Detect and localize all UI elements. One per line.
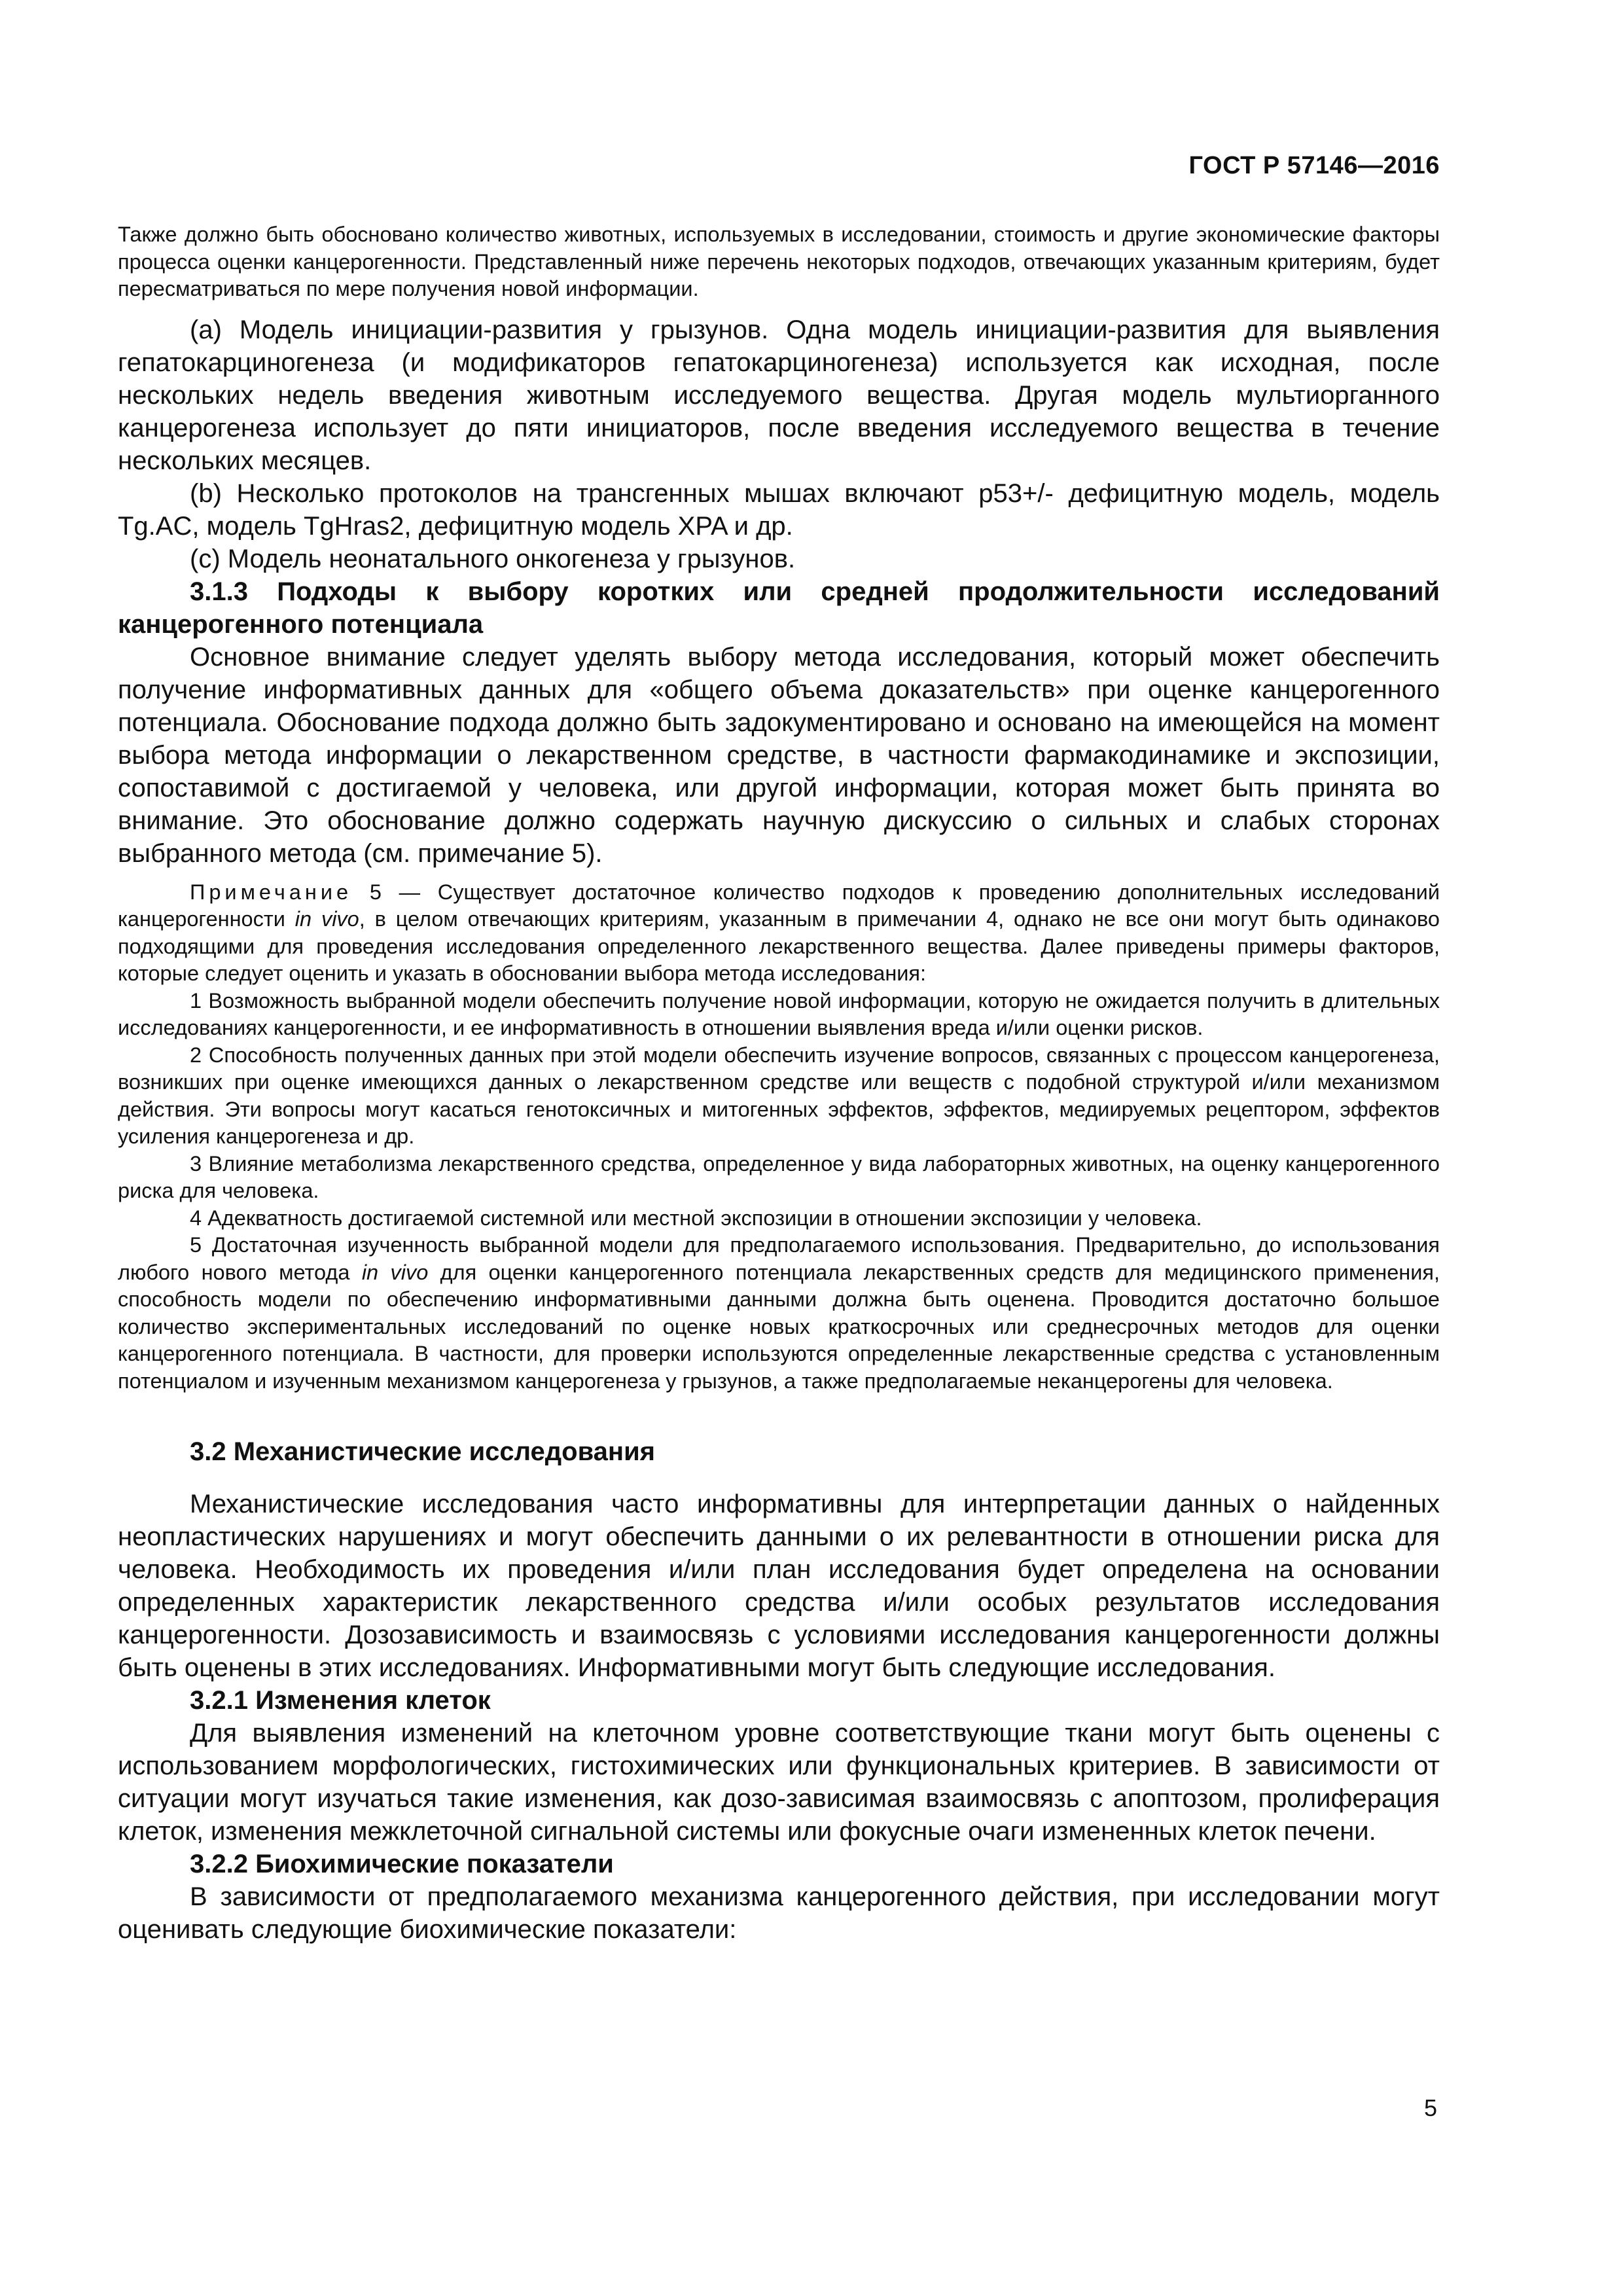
section-322-heading: 3.2.2 Биохимические показатели — [190, 1850, 614, 1878]
note-5-item-5 — [118, 1232, 1440, 1395]
note-5-item-1: 1 Возможность выбранной модели обеспечить получение новой информации, которую не ожидается получить в длительных исследованиях канцерогенности, и ее информативность в отношении выявления вреда и/или оценки рисков. — [118, 988, 1440, 1039]
model-c-paragraph: (c) Модель неонатального онкогенеза у грызунов. — [190, 544, 796, 573]
section-322-text: В зависимости от предполагаемого механизма канцерогенного действия, при исследовании могут оценивать следующие биохимические показатели: — [118, 1882, 1440, 1944]
section-313-heading: 3.1.3 Подходы к выбору коротких или средней продолжительности исследований канцерогенного потенциала — [118, 577, 1440, 639]
note-5-item-2: 2 Способность полученных данных при этой модели обеспечить изучение вопросов, связанных с процессом канцерогенеза, возникших при оценке имеющихся данных о лекарственном средстве или веществ с подобной структурой и/или механизмом действия. Эти вопросы могут касаться генотоксичных и митогенных эффектов, эффектов, медиируемых рецептором, эффектов усиления канцерогенеза и др. — [118, 1043, 1440, 1148]
note-5-item-5-italic: in vivo — [361, 1260, 429, 1284]
document-code-header: ГОСТ Р 57146—2016 — [1188, 152, 1440, 179]
section-321-text: Для выявления изменений на клеточном уровне соответствующие ткани могут быть оценены с использованием морфологических, гистохимических или функциональных критериев. В зависимости от ситуации могут изучаться такие изменения, как дозо-зависимая взаимосвязь с апоптозом, пролиферация клеток, изменения межклеточной сигнальной системы или фокусные очаги измененных клеток печени. — [118, 1719, 1440, 1846]
section-313-text: Основное внимание следует уделять выбору метода исследования, который может обеспечить получение информативных данных для «общего объема доказательств» при оценке канцерогенного потенциала. Обоснование подхода должно быть задокументировано и основано на имеющейся на момент выбора метода информации о лекарственном средстве, в частности фармакодинамике и экспозиции, сопоставимой с достигаемой у человека, или другой информации, которая может быть принята во внимание. Это обоснование должно содержать научную дискуссию о сильных и слабых сторонах выбранного метода (см. примечание 5). — [118, 642, 1440, 868]
document-body — [118, 221, 1440, 1946]
page-number: 5 — [1423, 2094, 1437, 2121]
note-5-italic: in vivo — [294, 907, 359, 931]
note-5-item-5-text-b: для оценки канцерогенного потенциала лекарственных средств для медицинского применения, способность модели по обеспечению информативными данными должна быть оценена. Проводится достаточно большое количество экспериментальных исследований по оценке новых краткосрочных или среднесрочных методов для оценки канцерогенного потенциала. В частности, для проверки используются определенные лекарственные средства с установленным потенциалом и изученным механизмом канцерогенеза у грызунов, а также предполагаемые неканцерогены для человека. — [118, 1260, 1440, 1393]
note-5-text-a: 5 — Существует достаточное количество подходов к проведению дополнительных исследований канцерогенности — [118, 880, 1440, 931]
section-321-heading: 3.2.1 Изменения клеток — [190, 1686, 491, 1715]
note-label: Примечание — [190, 880, 353, 904]
intro-paragraph: Также должно быть обосновано количество животных, используемых в исследовании, стоимость и другие экономические факторы процесса оценки канцерогенности. Представленный ниже перечень некоторых подходов, отвечающих указанным критериям, будет пересматриваться по мере получения новой информации. — [118, 223, 1440, 300]
note-5-text-b: , в целом отвечающих критериям, указанным в примечании 4, однако не все они могут быть одинаково подходящими для проведения исследования определенного лекарственного вещества. Далее приведены примеры факторов, которые следует оценить и указать в обосновании выбора метода исследования: — [118, 907, 1440, 985]
note-5-paragraph — [118, 879, 1440, 988]
note-5-item-3: 3 Влияние метаболизма лекарственного средства, определенное у вида лабораторных животных, на оценку канцерогенного риска для человека. — [118, 1151, 1440, 1202]
note-5-item-4: 4 Адекватность достигаемой системной или местной экспозиции в отношении экспозиции у человека. — [190, 1206, 1202, 1230]
model-a-paragraph: (a) Модель инициации-развития у грызунов. Одна модель инициации-развития для выявления гепатокарциногенеза (и модификаторов гепатокарциногенеза) используется как исходная, после нескольких недель введения животным исследуемого вещества. Другая модель мультиорганного канцерогенеза использует до пяти инициаторов, после введения исследуемого вещества в течение нескольких месяцев. — [118, 315, 1440, 475]
model-b-paragraph: (b) Несколько протоколов на трансгенных мышах включают p53+/- дефицитную модель, модель Tg.AC, модель TgHras2, дефицитную модель XPA и др. — [118, 478, 1440, 541]
section-32-heading: 3.2 Механистические исследования — [190, 1437, 656, 1466]
section-32-text: Механистические исследования часто информативны для интерпретации данных о найденных неопластических нарушениях и могут обеспечить данными о их релевантности в отношении риска для человека. Необходимость их проведения и/или план исследования будет определена на основании определенных характеристик лекарственного средства и/или особых результатов исследования канцерогенности. Дозозависимость и взаимосвязь с условиями исследования канцерогенности должны быть оценены в этих исследованиях. Информативными могут быть следующие исследования. — [118, 1490, 1440, 1682]
note-5-item-5-text-a: 5 Достаточная изученность выбранной модели для предполагаемого использования. Предварительно, до использования любого нового метода — [118, 1233, 1440, 1284]
